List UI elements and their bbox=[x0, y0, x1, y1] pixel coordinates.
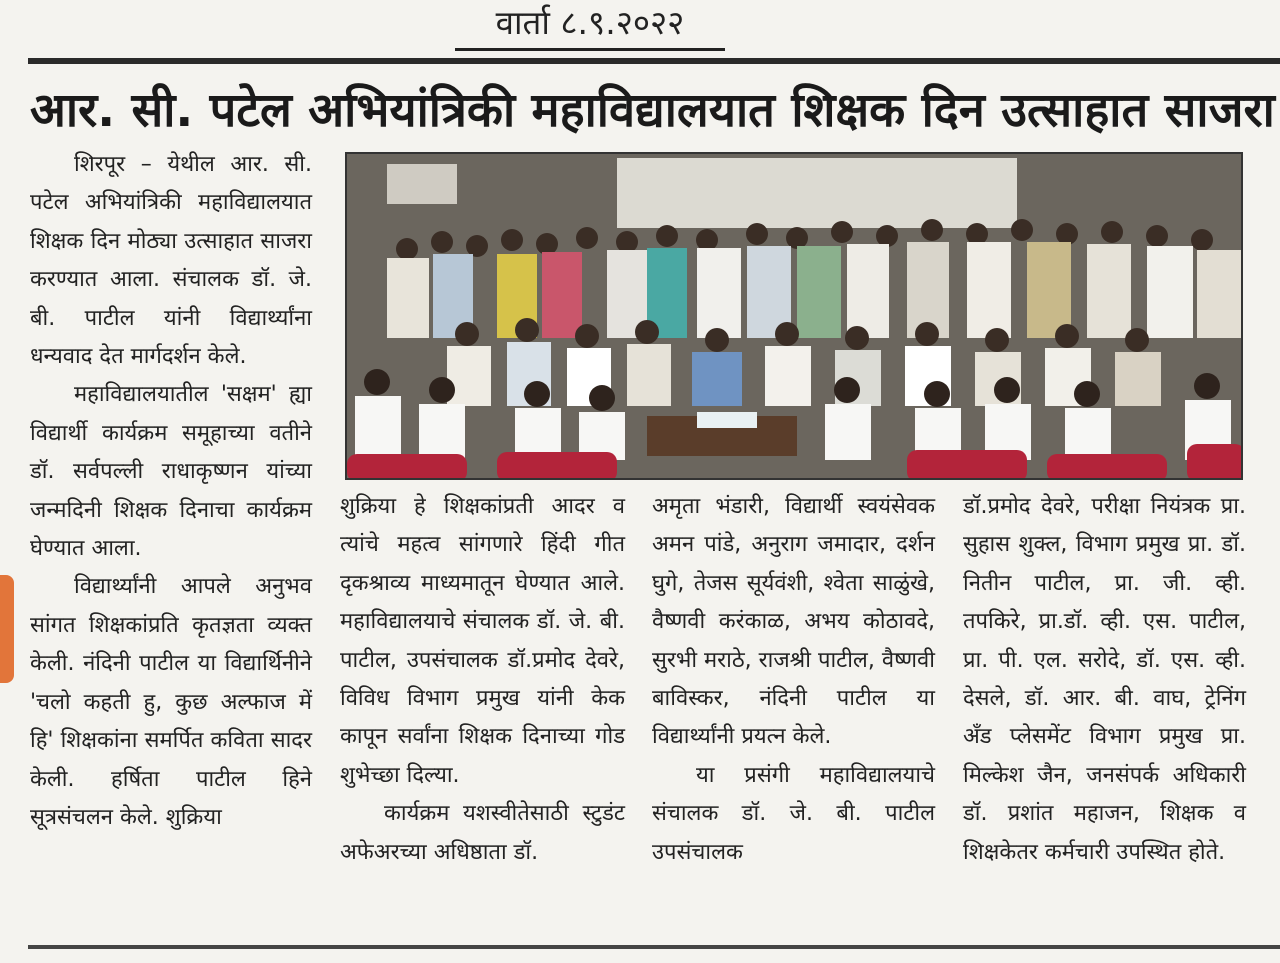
article-column-3 bbox=[652, 488, 935, 872]
paragraph: या प्रसंगी महाविद्यालयाचे संचालक डॉ. जे. बी. पाटील उपसंचालक bbox=[652, 762, 935, 865]
article-column-4 bbox=[963, 488, 1246, 872]
headline: आर. सी. पटेल अभियांत्रिकी महाविद्यालयात शिक्षक दिन उत्साहात साजरा bbox=[30, 83, 1275, 138]
group-photo-icon bbox=[347, 154, 1243, 480]
paragraph: कार्यक्रम यशस्वीतेसाठी स्टुडंट अफेअरच्या अधिष्ठाता डॉ. bbox=[340, 801, 625, 865]
group-photo bbox=[345, 152, 1243, 480]
paragraph: डॉ.प्रमोद देवरे, परीक्षा नियंत्रक प्रा. सुहास शुक्ल, विभाग प्रमुख प्रा. डॉ. नितीन पाटील, प्रा. जी. व्ही. तपकिरे, प्रा.डॉ. व्ही. एस. पाटील, प्रा. पी. एल. सरोदे, डॉ. एस. व्ही. देसले, डॉ. आर. बी. वाघ, ट्रेनिंग अँड प्लेसमेंट विभाग प्रमुख प्रा. मिल्केश जैन, जनसंपर्क अधिकारी डॉ. प्रशांत महाजन, शिक्षक व शिक्षकेतर कर्मचारी उपस्थित होते. bbox=[963, 494, 1246, 865]
paragraph: शिरपूर – येथील आर. सी. पटेल अभियांत्रिकी महाविद्यालयात शिक्षक दिन मोठ्या उत्साहात साजरा करण्यात आला. संचालक डॉ. जे. बी. पाटील यांनी विद्यार्थ्यांना धन्यवाद देत मार्गदर्शन केले. bbox=[30, 152, 312, 370]
top-rule bbox=[28, 58, 1280, 64]
bottom-rule bbox=[28, 945, 1280, 949]
paragraph: महाविद्यालयातील 'सक्षम' ह्या विद्यार्थी कार्यक्रम समूहाच्या वतीने डॉ. सर्वपल्ली राधाकृष्णन यांच्या जन्मदिनी शिक्षक दिनाचा कार्यक्रम घेण्यात आला. bbox=[30, 382, 312, 562]
paragraph: अमृता भंडारी, विद्यार्थी स्वयंसेवक अमन पांडे, अनुराग जमादार, दर्शन घुगे, तेजस सूर्यवंशी, श्वेता साळुंखे, वैष्णवी करंकाळ, अभय कोठावदे, सुरभी मराठे, राजश्री पाटील, वैष्णवी बाविस्कर, नंदिनी पाटील या विद्यार्थ्यांनी प्रयत्न केले. bbox=[652, 494, 935, 750]
paragraph: शुक्रिया हे शिक्षकांप्रती आदर व त्यांचे महत्व सांगणारे हिंदी गीत दृकश्राव्य माध्यमातून घेण्यात आले. महाविद्यालयाचे संचालक डॉ. जे. बी. पाटील, उपसंचालक डॉ.प्रमोद देवरे, विविध विभाग प्रमुख यांनी केक कापून सर्वांना शिक्षक दिनाच्या गोड शुभेच्छा दिल्या. bbox=[340, 494, 625, 788]
side-tab bbox=[0, 575, 14, 683]
dateline: वार्ता ८.९.२०२२ bbox=[455, 0, 725, 51]
paragraph: विद्यार्थ्यांनी आपले अनुभव सांगत शिक्षकांप्रति कृतज्ञता व्यक्त केली. नंदिनी पाटील या विद्यार्थिनीने 'चलो कहती हु, कुछ अल्फाज में हि' शिक्षकांना समर्पित कविता सादर केली. हर्षिता पाटील हिने सूत्रसंचलन केले. शुक्रिया bbox=[30, 574, 312, 830]
article-column-1 bbox=[30, 146, 312, 837]
article-column-2 bbox=[340, 488, 625, 872]
